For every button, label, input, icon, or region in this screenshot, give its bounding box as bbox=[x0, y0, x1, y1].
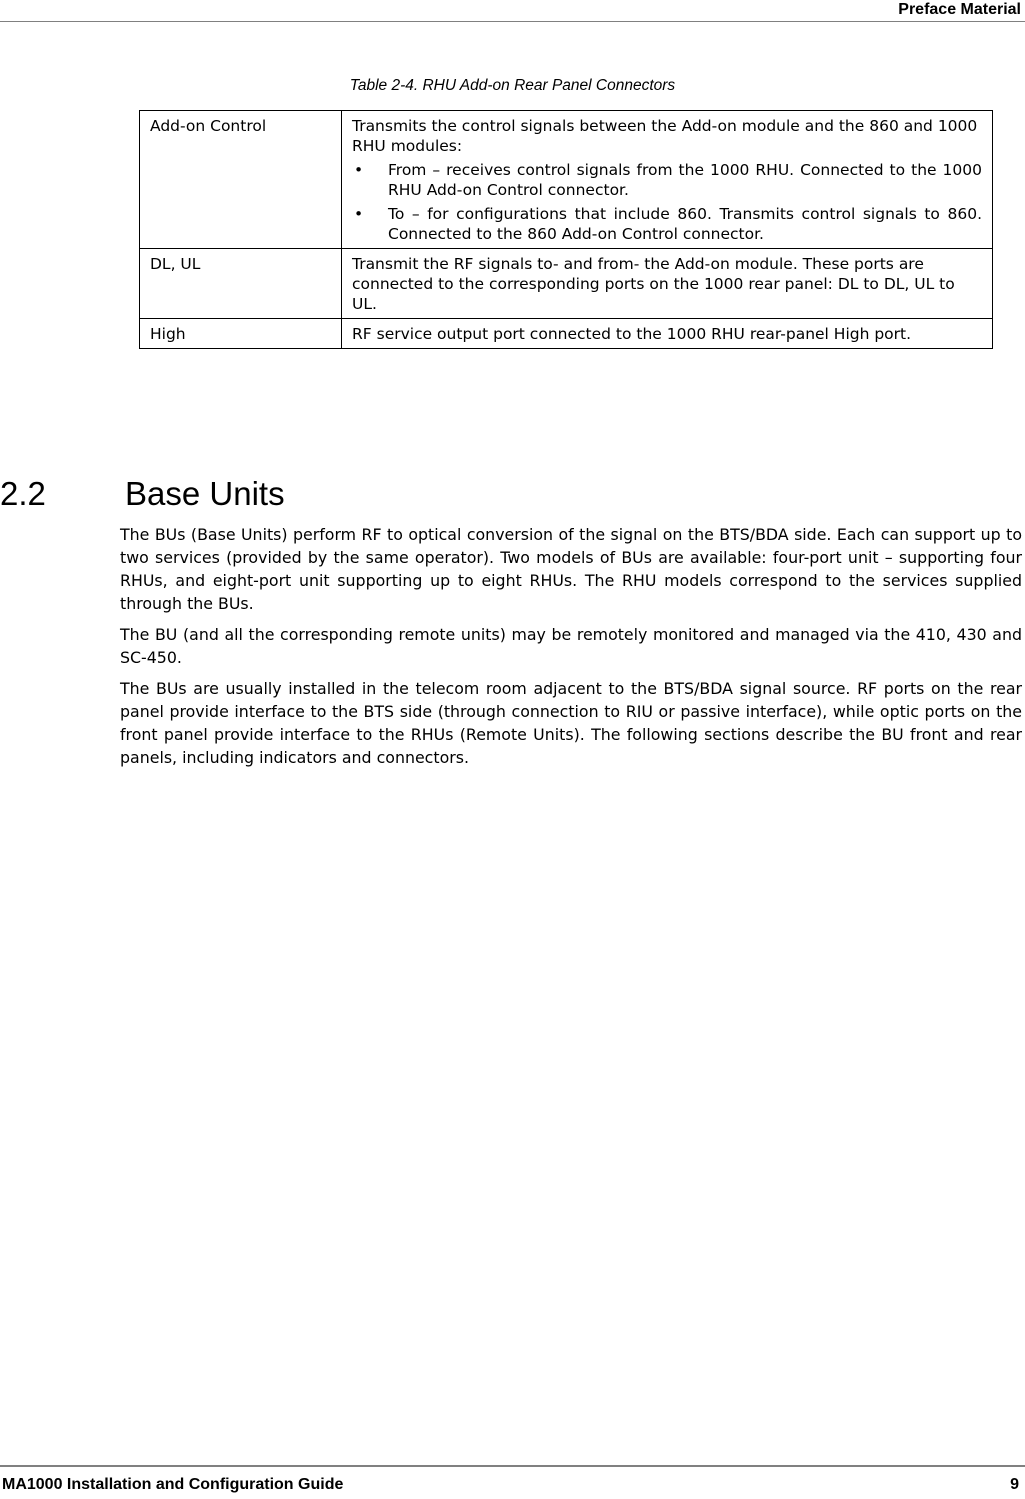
bullet-icon: • bbox=[354, 161, 364, 179]
list-item bbox=[352, 160, 982, 200]
table-caption: Table 2-4. RHU Add-on Rear Panel Connectors bbox=[349, 77, 676, 94]
section-heading bbox=[0, 472, 285, 516]
page-header bbox=[0, 0, 1025, 22]
list-item-text: To – for configurations that include 860. Transmits control signals to 860. Connected to the 860 Add-on Control connector. bbox=[388, 205, 982, 243]
header-title: Preface Material bbox=[898, 1, 1021, 18]
connector-description: Transmits the control signals between the Add-on module and the 860 and 1000 RHU modules: bbox=[352, 117, 978, 155]
connector-description-cell bbox=[342, 111, 993, 249]
connector-description: RF service output port connected to the 1000 RHU rear-panel High port. bbox=[342, 319, 993, 349]
connector-name: DL, UL bbox=[140, 249, 342, 319]
connectors-table bbox=[139, 110, 993, 349]
page-footer bbox=[0, 1465, 1025, 1499]
paragraph: The BUs are usually installed in the telecom room adjacent to the BTS/BDA signal source. RF ports on the rear panel provide interface to the BTS side (through connection to RIU or passive interface), while optic ports on the front panel provide interface to the RHUs (Remote Units). The following sections describe the BU front and rear panels, including indicators and connectors. bbox=[120, 679, 1022, 767]
list-item-text: From – receives control signals from the 1000 RHU. Connected to the 1000 RHU Add-on Control connector. bbox=[388, 161, 982, 199]
table-row bbox=[140, 111, 993, 249]
bullet-list bbox=[352, 160, 982, 244]
footer-title: MA1000 Installation and Configuration Guide bbox=[2, 1476, 344, 1493]
connector-name: High bbox=[140, 319, 342, 349]
bullet-icon: • bbox=[354, 205, 364, 223]
list-item bbox=[352, 204, 982, 244]
table-row bbox=[140, 249, 993, 319]
section-number: 2.2 bbox=[0, 475, 46, 512]
section-title: Base Units bbox=[125, 475, 285, 512]
page-number: 9 bbox=[1010, 1476, 1019, 1493]
connector-name: Add-on Control bbox=[140, 111, 342, 249]
table-row bbox=[140, 319, 993, 349]
paragraph: The BUs (Base Units) perform RF to optical conversion of the signal on the BTS/BDA side. Each can support up to two services (provided by the same operator). Two models of BUs are available: four-port unit – supporting four RHUs, and eight-port unit supporting up to eight RHUs. The RHU models correspond to the services supplied through the BUs. bbox=[120, 525, 1022, 613]
section-body bbox=[120, 523, 1022, 777]
paragraph: The BU (and all the corresponding remote units) may be remotely monitored and managed via the 410, 430 and SC-450. bbox=[120, 625, 1022, 667]
connector-description: Transmit the RF signals to- and from- the Add-on module. These ports are connected to the corresponding ports on the 1000 rear panel: DL to DL, UL to UL. bbox=[342, 249, 993, 319]
